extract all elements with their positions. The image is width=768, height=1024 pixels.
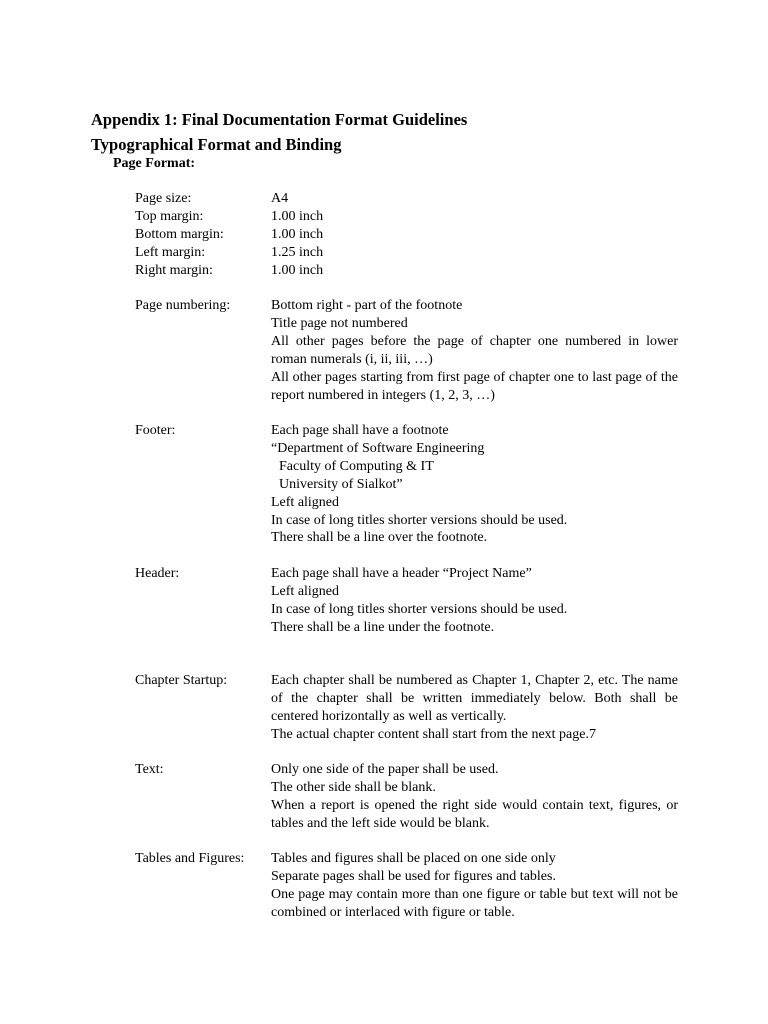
- text-line: Bottom right - part of the footnote: [271, 298, 463, 313]
- page-setup-value: 1.25 inch: [271, 244, 324, 260]
- text-section: [135, 761, 678, 833]
- chapter-startup-label: Chapter Startup:: [135, 673, 228, 688]
- text-label: Text:: [135, 762, 164, 777]
- page-setup-row: [135, 208, 678, 226]
- page-numbering-label: Page numbering:: [135, 298, 231, 313]
- page-setup-value: 1.00 inch: [271, 226, 324, 242]
- subsection-heading: Page Format:: [113, 156, 196, 171]
- page-setup-label: Page size:: [135, 191, 192, 206]
- text-paragraph: When a report is opened the right side would contain text, figures, or tables and the left side would be blank.: [271, 797, 678, 831]
- text-line: In case of long titles shorter versions should be used.: [271, 601, 568, 617]
- text-line: Left aligned: [271, 494, 340, 510]
- text-paragraph: Each chapter shall be numbered as Chapter 1, Chapter 2, etc. The name of the chapter shall be written immediately below. Both shall be centered horizontally as well as vertically.: [271, 673, 678, 724]
- header-section: [135, 565, 678, 637]
- text-content: [271, 761, 678, 833]
- page-setup-value: A4: [271, 191, 289, 206]
- page-setup-label: Top margin:: [135, 208, 204, 224]
- page-setup-row: [135, 244, 678, 262]
- page-setup-value: 1.00 inch: [271, 262, 324, 278]
- text-paragraph: All other pages before the page of chapter one numbered in lower roman numerals (i, ii, iii, …): [271, 333, 678, 367]
- header-label: Header:: [135, 566, 180, 581]
- header-content: [271, 565, 678, 637]
- tables-figures-content: [271, 850, 678, 922]
- chapter-startup-content: [271, 672, 678, 744]
- text-line: University of Sialkot”: [279, 476, 403, 492]
- text-line: Only one side of the paper shall be used.: [271, 762, 499, 777]
- text-line: Each page shall have a footnote: [271, 423, 449, 438]
- text-line: Separate pages shall be used for figures and tables.: [271, 868, 556, 884]
- section-heading: Typographical Format and Binding: [91, 135, 342, 154]
- text-line: In case of long titles shorter versions should be used.: [271, 512, 568, 528]
- page-numbering-content: [271, 297, 678, 404]
- page-setup-label: Right margin:: [135, 262, 213, 278]
- text-line: Tables and figures shall be placed on one side only: [271, 851, 556, 866]
- footer-label: Footer:: [135, 423, 176, 438]
- text-line: Left aligned: [271, 583, 340, 599]
- page-setup-label: Bottom margin:: [135, 226, 224, 242]
- text-paragraph: One page may contain more than one figure or table but text will not be combined or interlaced with figure or table.: [271, 886, 678, 920]
- tables-figures-label: Tables and Figures:: [135, 851, 245, 866]
- page-setup-list: [135, 190, 678, 279]
- tables-figures-section: [135, 850, 678, 922]
- page-numbering-section: [135, 297, 678, 404]
- text-line: Faculty of Computing & IT: [279, 458, 434, 474]
- text-line: Each page shall have a header “Project Name”: [271, 566, 532, 581]
- text-line: There shall be a line over the footnote.: [271, 530, 488, 546]
- footer-section: [135, 422, 678, 547]
- text-line: The actual chapter content shall start from the next page.7: [271, 726, 596, 742]
- page-setup-row: [135, 226, 678, 244]
- footer-content: [271, 422, 678, 547]
- text-line: “Department of Software Engineering: [271, 440, 485, 456]
- text-line: Title page not numbered: [271, 315, 408, 331]
- page-setup-value: 1.00 inch: [271, 208, 324, 224]
- text-line: The other side shall be blank.: [271, 779, 436, 795]
- page-setup-row: [135, 190, 678, 208]
- page-setup-label: Left margin:: [135, 244, 206, 260]
- page-setup-row: [135, 262, 678, 280]
- document-title: Appendix 1: Final Documentation Format Guidelines: [91, 110, 468, 129]
- text-line: There shall be a line under the footnote.: [271, 619, 495, 635]
- text-paragraph: All other pages starting from first page of chapter one to last page of the report numbered in integers (1, 2, 3, …): [271, 369, 678, 403]
- chapter-startup-section: [135, 672, 678, 744]
